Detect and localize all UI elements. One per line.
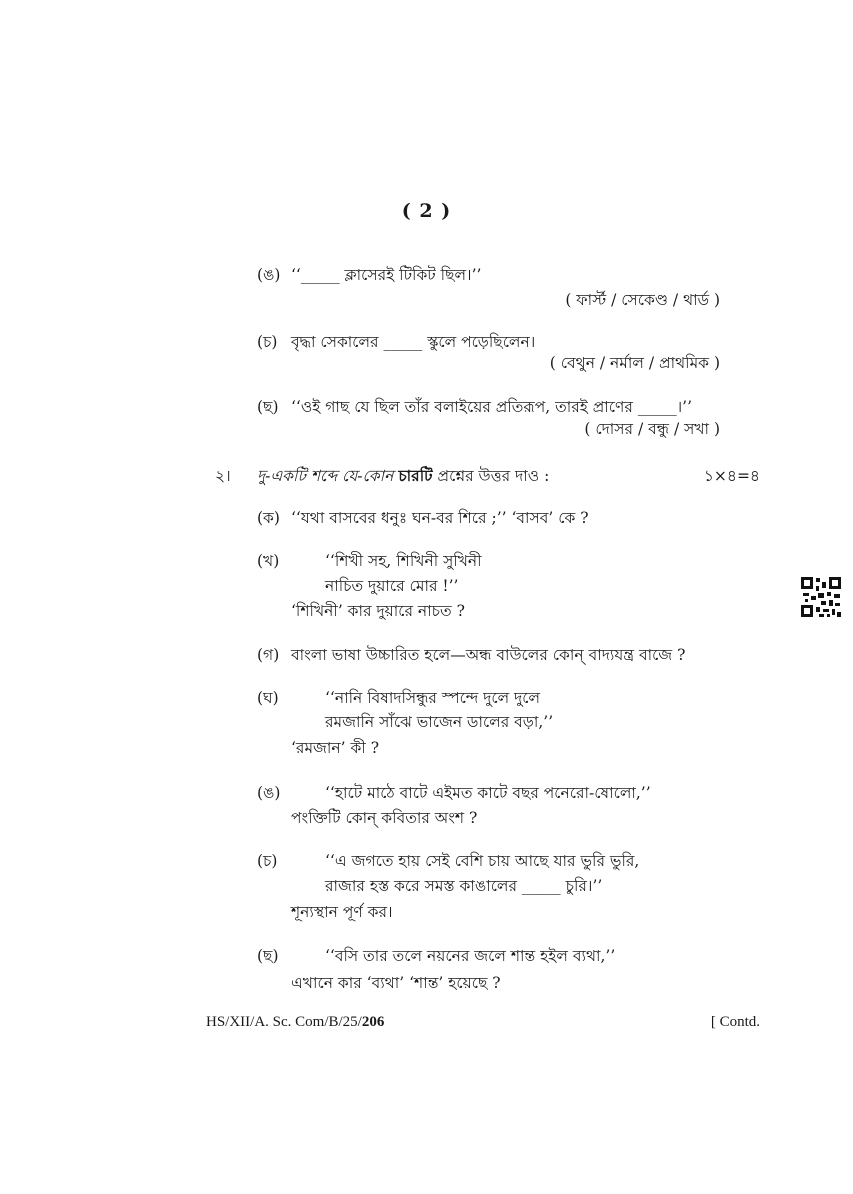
item-quote-line: ‘‘এ জগতে হায় সেই বেশি চায় আছে যার ভুরি ভুরি, (325, 852, 640, 870)
item-text: ‘‘যথা বাসবের ধনুঃ ঘন-বর শিরে ;’’ ‘বাসব’ কে ? (291, 509, 589, 527)
fill-blank-text: ‘‘ওই গাছ যে ছিল তাঁর বলাইয়ের প্রতিরূপ, তারই প্রাণের _____।’’ (291, 398, 692, 416)
continued-label: [ Contd. (710, 1014, 760, 1030)
item-quote-line: নাচিত দুয়ারে মোর !’’ (325, 577, 459, 595)
question-marks: ১×৪=৪ (703, 467, 760, 485)
item-question: পংক্তিটি কোন্ কবিতার অংশ ? (291, 809, 478, 827)
item-quote-line: ‘‘বসি তার তলে নয়নের জলে শান্ত হইল ব্যথা,’’ (325, 947, 616, 965)
fill-blank-options: ( ফার্স্ট / সেকেণ্ড / থার্ড ) (565, 291, 720, 309)
paper-code-number: 206 (361, 1014, 385, 1030)
fill-blank-label: (চ) (257, 333, 278, 351)
fill-blank-options: ( বেথুন / নর্মাল / প্রাথমিক ) (549, 354, 720, 372)
item-label: (গ) (257, 646, 280, 664)
instruction-text-end: প্রশ্নের উত্তর দাও : (437, 467, 550, 485)
item-label: (খ) (257, 552, 280, 570)
item-question: শূন্যস্থান পূর্ণ কর। (291, 903, 393, 921)
item-question: ‘শিখিনী’ কার দুয়ারে নাচত ? (291, 602, 465, 620)
item-quote-line: ‘‘নানি বিষাদসিন্ধুর স্পন্দে দুলে দুলে (325, 689, 540, 707)
question-instruction (257, 466, 549, 486)
item-label: (ছ) (257, 947, 279, 965)
fill-blank-text: ‘‘_____ ক্লাসেরই টিকিট ছিল।’’ (291, 266, 482, 284)
qr-code-icon (801, 577, 841, 617)
item-question: এখানে কার ‘ব্যথা’ ‘শান্ত’ হয়েছে ? (291, 974, 501, 992)
item-text: বাংলা ভাষা উচ্চারিত হলে—অন্ধ বাউলের কোন্ বাদ্যযন্ত্র বাজে ? (291, 646, 686, 664)
page-number: ( 2 ) (401, 200, 452, 222)
paper-code (206, 1014, 384, 1031)
item-label: (ঙ) (257, 784, 281, 802)
paper-code-prefix: HS/XII/A. Sc. Com/B/25/ (206, 1014, 362, 1030)
item-quote-line: ‘‘হাটে মাঠে বাটে এইমত কাটে বছর পনেরো-ষোলো,’’ (325, 784, 651, 802)
fill-blank-text: বৃদ্ধা সেকালের _____ স্কুলে পড়েছিলেন। (291, 333, 536, 351)
question-number: ২। (215, 467, 231, 485)
item-quote-line: ‘‘শিখী সহ, শিখিনী সুখিনী (325, 552, 482, 570)
instruction-text: দু-একটি শব্দে যে-কোন (257, 467, 394, 485)
item-question: ‘রমজান’ কী ? (291, 739, 380, 757)
item-label: (ঘ) (257, 689, 279, 707)
item-label: (চ) (257, 852, 278, 870)
fill-blank-label: (ঙ) (257, 266, 281, 284)
item-quote-line: রাজার হস্ত করে সমস্ত কাঙালের _____ চুরি।’’ (325, 877, 603, 895)
item-quote-line: রমজানি সাঁঝে ভাজেন ডালের বড়া,’’ (325, 713, 554, 731)
fill-blank-label: (ছ) (257, 398, 279, 416)
instruction-bold: চারটি (398, 466, 433, 485)
item-label: (ক) (257, 509, 280, 527)
fill-blank-options: ( দোসর / বন্ধু / সখা ) (584, 420, 720, 438)
